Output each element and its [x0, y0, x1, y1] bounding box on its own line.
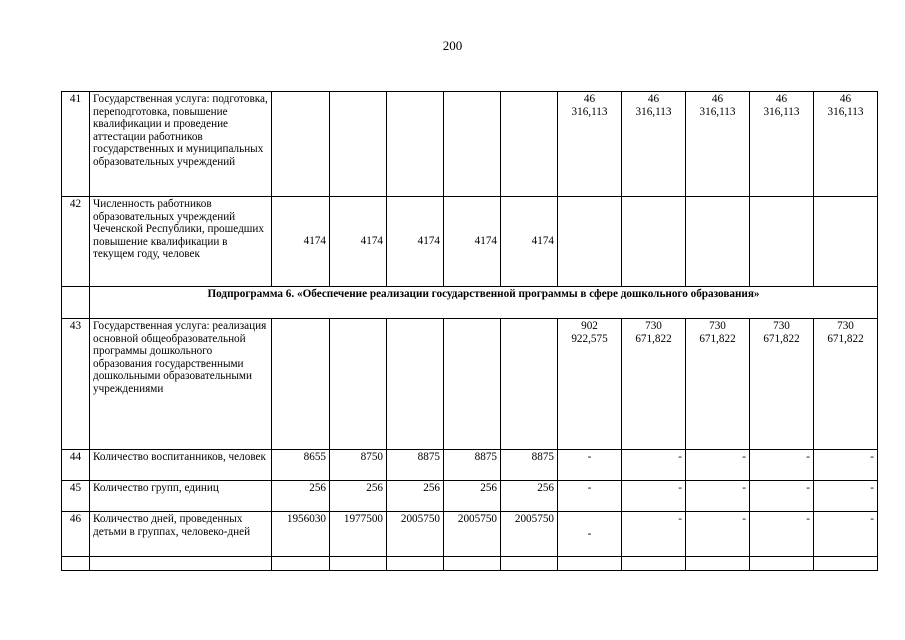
- indicator-value: [330, 92, 387, 197]
- finance-value: 902 922,575: [558, 319, 622, 450]
- finance-value: 730 671,822: [814, 319, 878, 450]
- row-description: Количество воспитанников, человек: [90, 450, 272, 481]
- empty-row: [62, 557, 878, 571]
- indicator-value: 8875: [501, 450, 558, 481]
- empty-cell: [814, 557, 878, 571]
- empty-cell: [686, 197, 750, 287]
- dash-value: -: [814, 450, 878, 481]
- row-number: 42: [62, 197, 90, 287]
- empty-cell: [272, 557, 330, 571]
- empty-cell: [330, 557, 387, 571]
- empty-cell: [622, 557, 686, 571]
- page-number: 200: [442, 38, 463, 53]
- indicator-value: 8750: [330, 450, 387, 481]
- indicator-value: [501, 92, 558, 197]
- row-number: 41: [62, 92, 90, 197]
- empty-cell: [622, 197, 686, 287]
- empty-cell: [444, 557, 501, 571]
- indicator-value: [272, 319, 330, 450]
- indicator-value: 8875: [444, 450, 501, 481]
- dash-value: -: [622, 512, 686, 557]
- table-row: [62, 319, 878, 450]
- empty-cell: [62, 287, 90, 319]
- dash-value: -: [622, 450, 686, 481]
- indicator-value: 4174: [330, 197, 387, 287]
- indicator-value: 256: [272, 481, 330, 512]
- dash-value: -: [686, 450, 750, 481]
- indicator-value: 1956030: [272, 512, 330, 557]
- row-number: 46: [62, 512, 90, 557]
- finance-value: 730 671,822: [686, 319, 750, 450]
- indicator-value: [444, 92, 501, 197]
- indicator-value: 4174: [501, 197, 558, 287]
- indicator-value: [387, 319, 444, 450]
- indicator-value: 8875: [387, 450, 444, 481]
- empty-cell: [814, 197, 878, 287]
- finance-value: 730 671,822: [622, 319, 686, 450]
- row-number: 43: [62, 319, 90, 450]
- indicator-value: 2005750: [387, 512, 444, 557]
- indicator-value: 2005750: [444, 512, 501, 557]
- subprogram-title: Подпрограмма 6. «Обеспечение реализации государственной программы в сфере дошкольного образования»: [90, 287, 878, 319]
- dash-value: -: [750, 512, 814, 557]
- dash-value: -: [622, 481, 686, 512]
- table-row: [62, 450, 878, 481]
- indicator-value: [330, 319, 387, 450]
- table-row: [62, 481, 878, 512]
- empty-cell: [90, 557, 272, 571]
- indicator-value: [501, 319, 558, 450]
- finance-value: 46 316,113: [750, 92, 814, 197]
- indicator-value: 256: [501, 481, 558, 512]
- row-number: 44: [62, 450, 90, 481]
- empty-cell: [558, 197, 622, 287]
- row-description: Государственная услуга: реализация основной общеобразовательной программы дошкольного образования государственными дошкольными образовательными учреждениями: [90, 319, 272, 450]
- empty-cell: [558, 557, 622, 571]
- dash-value: -: [686, 481, 750, 512]
- indicator-value: 4174: [444, 197, 501, 287]
- dash-value: -: [814, 481, 878, 512]
- dash-value: -: [750, 450, 814, 481]
- row-number: 45: [62, 481, 90, 512]
- finance-value: 46 316,113: [814, 92, 878, 197]
- dash-value: -: [558, 512, 622, 557]
- empty-cell: [62, 557, 90, 571]
- indicator-value: 4174: [272, 197, 330, 287]
- dash-value: -: [750, 481, 814, 512]
- empty-cell: [501, 557, 558, 571]
- indicator-value: 8655: [272, 450, 330, 481]
- indicator-value: [272, 92, 330, 197]
- table-row: [62, 92, 878, 197]
- row-description: Государственная услуга: подготовка, переподготовка, повышение квалификации и проведение аттестации работников государственных и муниципальных образовательных учреждений: [90, 92, 272, 197]
- empty-cell: [686, 557, 750, 571]
- indicators-table: [61, 91, 878, 571]
- row-description: Количество групп, единиц: [90, 481, 272, 512]
- table-row: [62, 197, 878, 287]
- indicator-value: [444, 319, 501, 450]
- dash-value: -: [558, 481, 622, 512]
- indicator-value: 4174: [387, 197, 444, 287]
- row-description: Численность работников образовательных учреждений Чеченской Республики, прошедших повышение квалификации в текущем году, человек: [90, 197, 272, 287]
- empty-cell: [750, 197, 814, 287]
- empty-cell: [750, 557, 814, 571]
- indicator-value: 256: [387, 481, 444, 512]
- finance-value: 730 671,822: [750, 319, 814, 450]
- empty-cell: [387, 557, 444, 571]
- dash-value: -: [686, 512, 750, 557]
- subprogram-row: [62, 287, 878, 319]
- table-row: [62, 512, 878, 557]
- indicator-value: 1977500: [330, 512, 387, 557]
- indicator-value: 256: [444, 481, 501, 512]
- indicator-value: 2005750: [501, 512, 558, 557]
- indicator-value: 256: [330, 481, 387, 512]
- finance-value: 46 316,113: [558, 92, 622, 197]
- finance-value: 46 316,113: [622, 92, 686, 197]
- finance-value: 46 316,113: [686, 92, 750, 197]
- row-description: Количество дней, проведенных детьми в группах, человеко-дней: [90, 512, 272, 557]
- dash-value: -: [558, 450, 622, 481]
- dash-value: -: [814, 512, 878, 557]
- indicator-value: [387, 92, 444, 197]
